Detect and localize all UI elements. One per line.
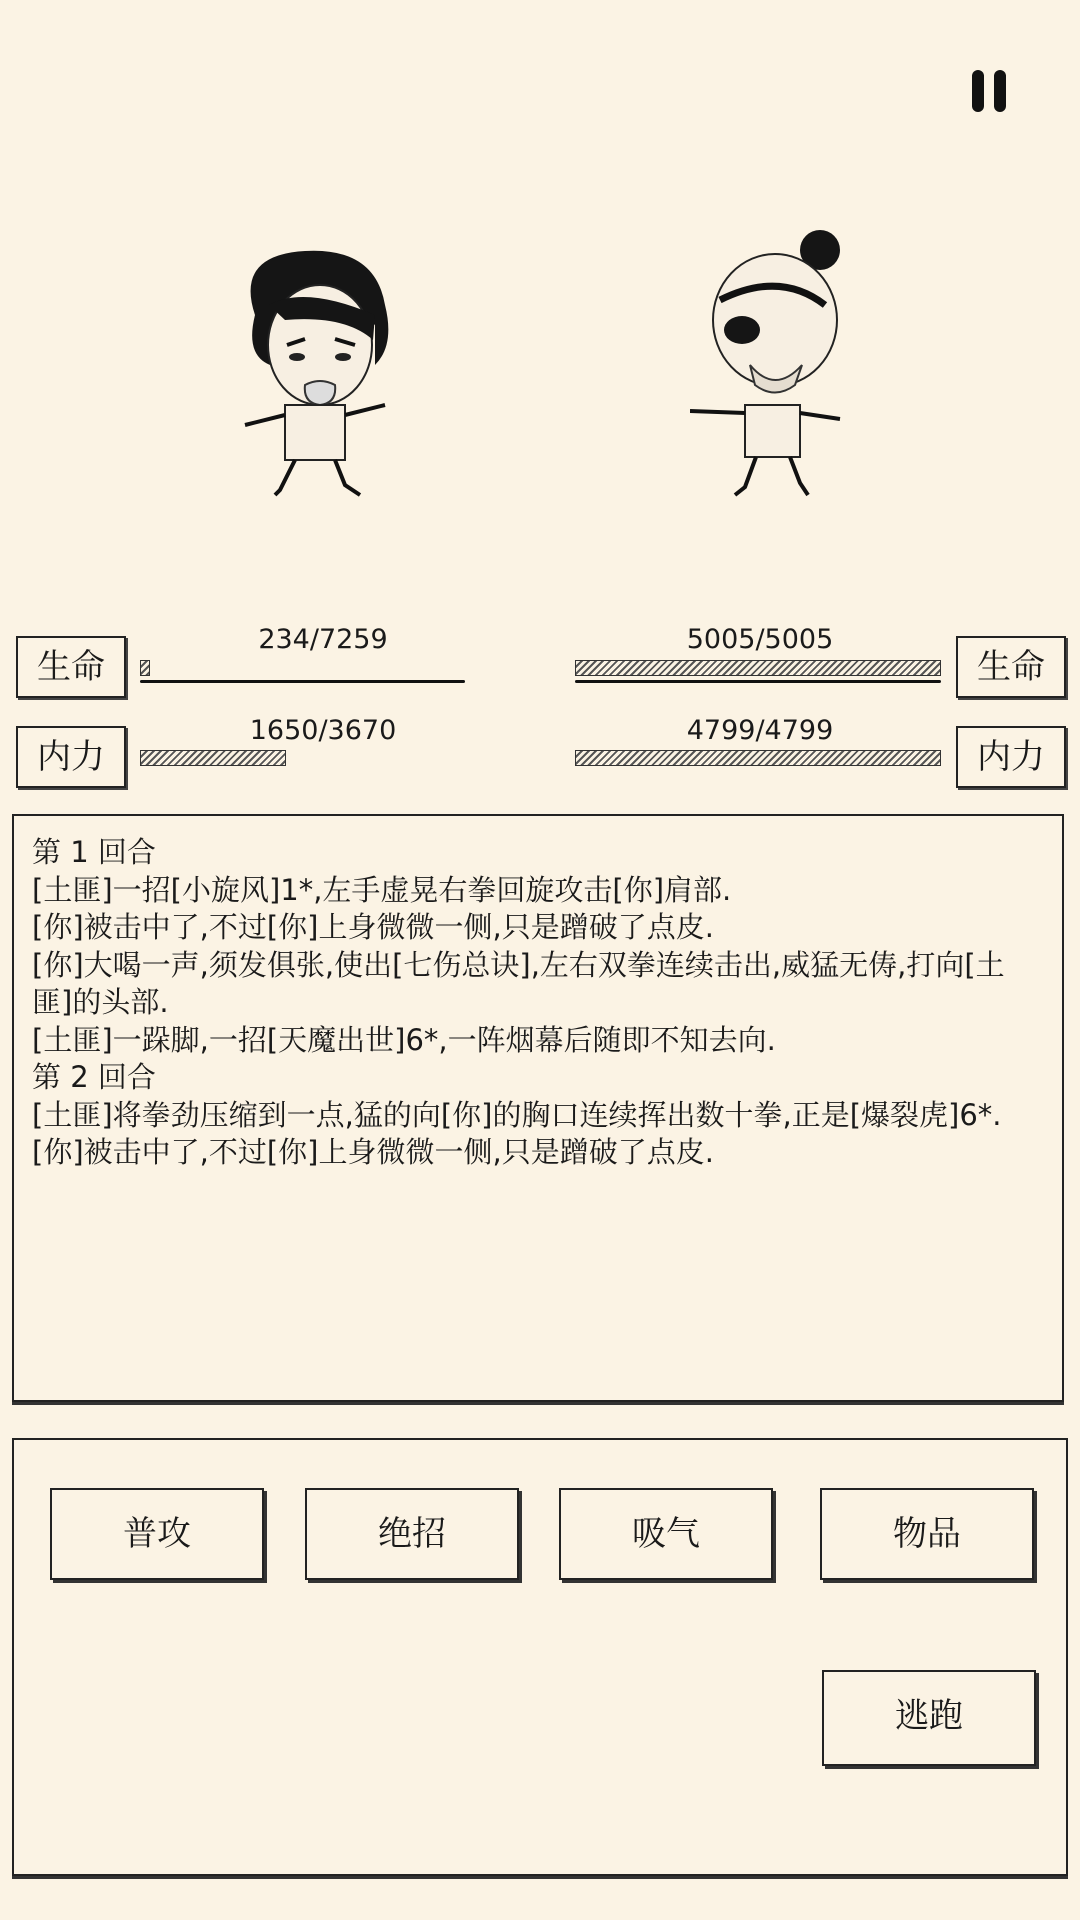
log-line: [土匪]将拳劲压缩到一点,猛的向[你]的胸口连续挥出数十拳,正是[爆裂虎]6*.	[32, 1097, 1002, 1132]
attack-button[interactable]: 普攻	[50, 1488, 264, 1580]
items-button[interactable]: 物品	[820, 1488, 1034, 1580]
enemy-bandit-character	[690, 225, 860, 505]
enemy-hp-label: 生命	[956, 636, 1066, 698]
enemy-mp-bar	[575, 750, 941, 766]
player-character	[225, 245, 405, 505]
player-hp-bar	[140, 660, 465, 676]
log-line: [你]被击中了,不过[你]上身微微一侧,只是蹭破了点皮.	[32, 910, 714, 944]
battle-log[interactable]	[12, 814, 1064, 1402]
pause-icon	[972, 70, 984, 112]
log-line: [土匪]一招[小旋风]1*,左手虚晃右拳回旋攻击[你]肩部.	[32, 872, 732, 907]
enemy-hp-bar	[575, 660, 941, 676]
log-line: [土匪]一跺脚,一招[天魔出世]6*,一阵烟幕后随即不知去向.	[32, 1022, 776, 1057]
pause-button[interactable]	[966, 66, 1012, 116]
action-panel	[12, 1438, 1068, 1876]
flee-button[interactable]: 逃跑	[822, 1670, 1036, 1766]
log-line: 第 2 回合	[32, 1060, 156, 1094]
special-move-button[interactable]: 绝招	[305, 1488, 519, 1580]
log-line: [你]大喝一声,须发俱张,使出[七伤总诀],左右双拳连续击出,威猛无俦,打向[土匪]的头部.	[32, 947, 1005, 1019]
enemy-mp-label: 内力	[956, 726, 1066, 788]
log-line: [你]被击中了,不过[你]上身微微一侧,只是蹭破了点皮.	[32, 1135, 714, 1169]
enemy-mp-value: 4799/4799	[686, 715, 834, 746]
breathe-button[interactable]: 吸气	[559, 1488, 773, 1580]
log-line: 第 1 回合	[32, 835, 156, 869]
player-hp-value: 234/7259	[258, 624, 388, 655]
player-mp-label: 内力	[16, 726, 126, 788]
enemy-hp-value: 5005/5005	[686, 624, 834, 655]
player-mp-value: 1650/3670	[249, 715, 397, 746]
player-hp-label: 生命	[16, 636, 126, 698]
player-mp-bar	[140, 750, 465, 766]
